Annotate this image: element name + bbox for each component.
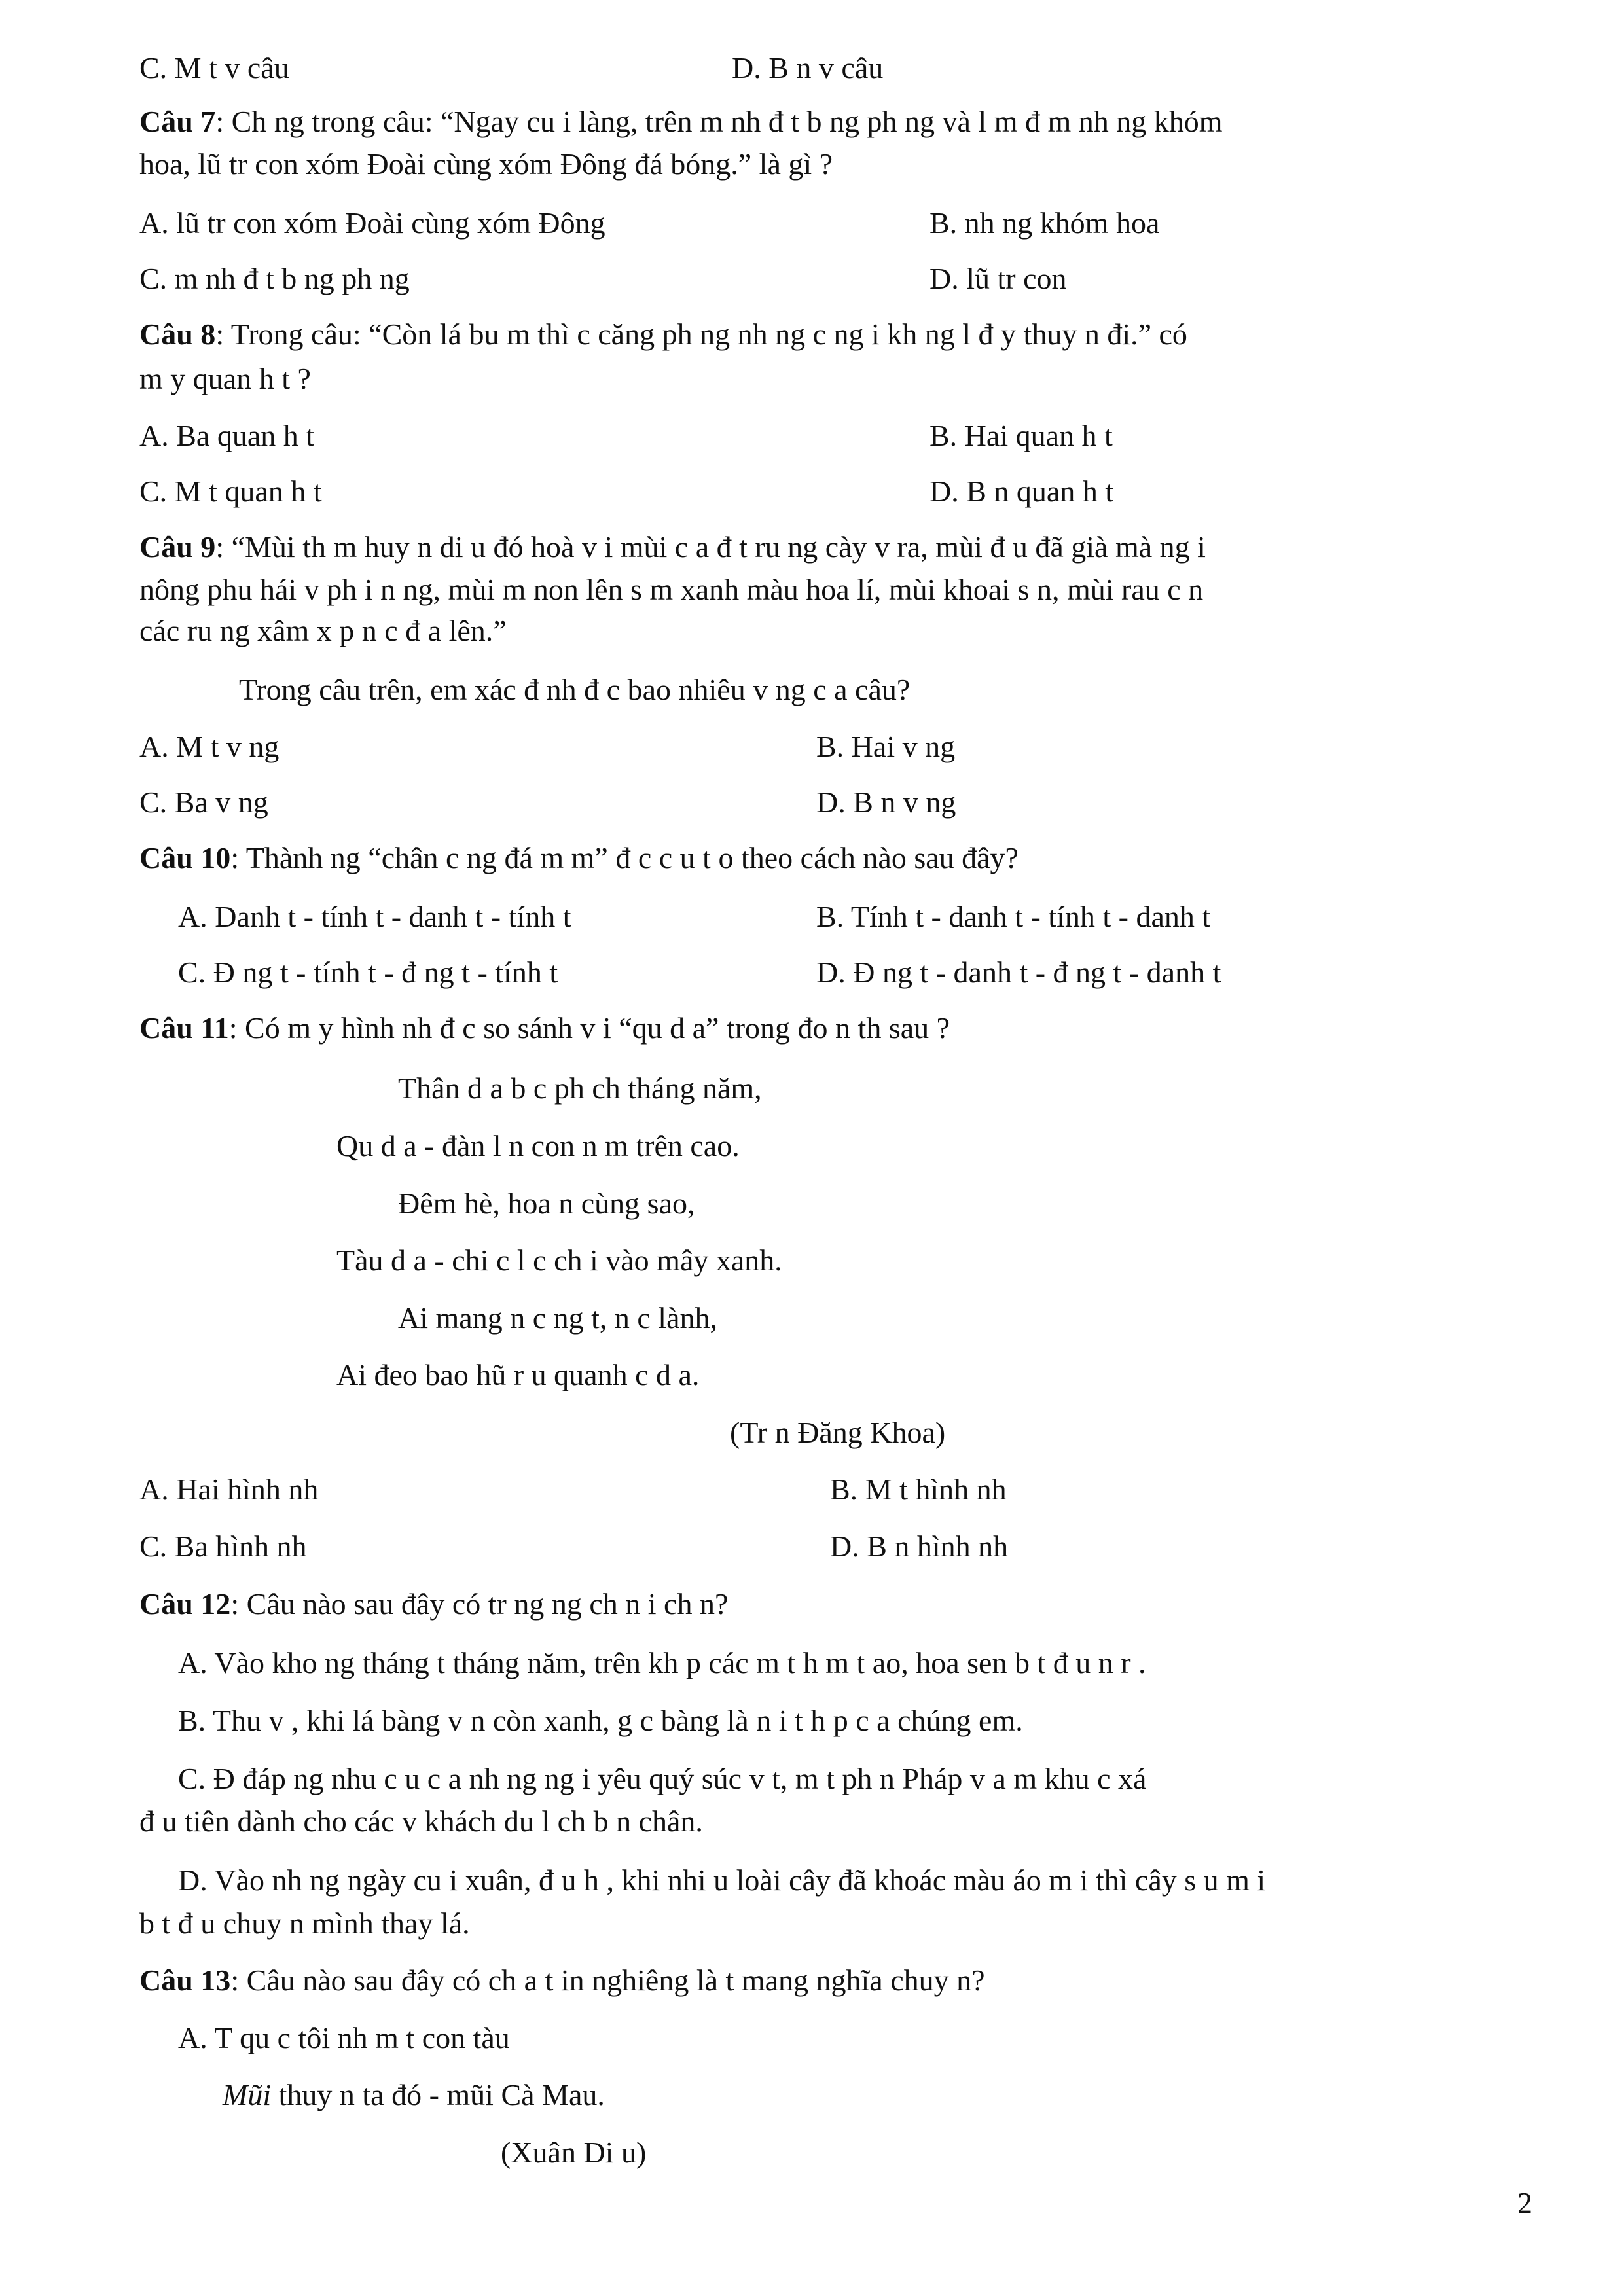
q10-option-d: D. Đ ng t - danh t - đ ng t - danh t: [816, 956, 1221, 989]
q8-line-2: m y quan h t ?: [139, 362, 311, 395]
q13-author: (Xuân Di u): [501, 2136, 647, 2169]
q9-line-1: [139, 530, 1206, 565]
q9-option-a: A. M t v ng: [139, 730, 280, 763]
q10-text: : Thành ng “chân c ng đá m m” đ c c u t o theo cách nào sau đây?: [230, 841, 1019, 874]
page-number: 2: [1517, 2186, 1532, 2219]
q8-option-b: B. Hai quan h t: [929, 419, 1113, 452]
q11-option-d: D. B n hình nh: [830, 1530, 1009, 1563]
q7-label: Câu 7: [139, 105, 216, 138]
q10-option-a: A. Danh t - tính t - danh t - tính t: [178, 900, 571, 933]
q10-line: [139, 841, 1019, 876]
q7-option-b: B. nh ng khóm hoa: [929, 206, 1160, 240]
q8-option-d: D. B n quan h t: [929, 475, 1114, 508]
q13-line: [139, 1964, 985, 1998]
q9-text: : “Mùi th m huy n di u đó hoà v i mùi c a đ t ru ng cày v ra, mùi đ u đã già mà ng i: [215, 530, 1206, 564]
q6-option-c: C. M t v câu: [139, 51, 289, 84]
q13-option-a: A. T qu c tôi nh m t con tàu: [178, 2021, 510, 2054]
q11-poem-line-5: Ai mang n c ng t, n c lành,: [398, 1301, 718, 1335]
q11-poem-line-6: Ai đeo bao hũ r u quanh c d a.: [336, 1358, 700, 1391]
q13-label: Câu 13: [139, 1964, 231, 1997]
q9-option-b: B. Hai v ng: [816, 730, 956, 763]
q9-line-3: các ru ng xâm x p n c đ a lên.”: [139, 614, 507, 647]
q9-option-d: D. B n v ng: [816, 785, 956, 819]
q7-text: : Ch ng trong câu: “Ngay cu i làng, trên m nh đ t b ng ph ng và l m đ m nh ng khóm: [215, 105, 1223, 138]
q12-line: [139, 1587, 728, 1622]
q12-option-c-line-1: C. Đ đáp ng nhu c u c a nh ng ng i yêu quý súc v t, m t ph n Pháp v a m khu c xá: [178, 1762, 1147, 1795]
q11-label: Câu 11: [139, 1011, 229, 1045]
q7-option-d: D. lũ tr con: [929, 262, 1067, 295]
q12-option-d-line-2: b t đ u chuy n mình thay lá.: [139, 1907, 470, 1940]
q9-prompt: Trong câu trên, em xác đ nh đ c bao nhiêu v ng c a câu?: [239, 673, 911, 706]
q8-line-1: [139, 317, 1187, 352]
q9-line-2: nông phu hái v ph i n ng, mùi m non lên s m xanh màu hoa lí, mùi khoai s n, mùi rau c n: [139, 573, 1204, 606]
q11-poem-author: (Tr n Đăng Khoa): [730, 1416, 946, 1449]
q13-verse: [223, 2078, 605, 2113]
q11-poem-line-1: Thân d a b c ph ch tháng năm,: [398, 1071, 762, 1105]
q11-option-a: A. Hai hình nh: [139, 1473, 319, 1506]
q8-text: : Trong câu: “Còn lá bu m thì c căng ph ng nh ng c ng i kh ng l đ y thuy n đi.” có: [215, 317, 1187, 351]
q13-italic-word: Mũi: [223, 2078, 272, 2111]
q12-text: : Câu nào sau đây có tr ng ng ch n i ch n?: [230, 1587, 729, 1621]
q8-option-a: A. Ba quan h t: [139, 419, 315, 452]
q11-text: : Có m y hình nh đ c so sánh v i “qu d a” trong đo n th sau ?: [228, 1011, 950, 1045]
q7-line-1: [139, 105, 1223, 139]
q12-option-b: B. Thu v , khi lá bàng v n còn xanh, g c bàng là n i t h p c a chúng em.: [178, 1704, 1023, 1737]
q11-option-b: B. M t hình nh: [830, 1473, 1007, 1506]
q12-option-c-line-2: đ u tiên dành cho các v khách du l ch b n chân.: [139, 1804, 703, 1838]
q11-poem-line-2: Qu d a - đàn l n con n m trên cao.: [336, 1129, 740, 1162]
q8-option-c: C. M t quan h t: [139, 475, 322, 508]
q11-poem-line-4: Tàu d a - chi c l c ch i vào mây xanh.: [336, 1244, 782, 1277]
q10-option-c: C. Đ ng t - tính t - đ ng t - tính t: [178, 956, 558, 989]
q7-option-c: C. m nh đ t b ng ph ng: [139, 262, 410, 295]
q7-line-2: hoa, lũ tr con xóm Đoài cùng xóm Đông đá bóng.” là gì ?: [139, 147, 833, 181]
q12-option-a: A. Vào kho ng tháng t tháng năm, trên kh p các m t h m t ao, hoa sen b t đ u n r .: [178, 1646, 1146, 1679]
q11-line: [139, 1011, 950, 1046]
q10-label: Câu 10: [139, 841, 231, 874]
q9-label: Câu 9: [139, 530, 216, 564]
q9-option-c: C. Ba v ng: [139, 785, 268, 819]
q7-option-a: A. lũ tr con xóm Đoài cùng xóm Đông: [139, 206, 605, 240]
q6-option-d: D. B n v câu: [732, 51, 884, 84]
q12-label: Câu 12: [139, 1587, 231, 1621]
q12-option-d-line-1: D. Vào nh ng ngày cu i xuân, đ u h , khi nhi u loài cây đã khoác màu áo m i thì cây s u m i: [178, 1863, 1266, 1897]
q8-label: Câu 8: [139, 317, 216, 351]
q11-option-c: C. Ba hình nh: [139, 1530, 307, 1563]
q10-option-b: B. Tính t - danh t - tính t - danh t: [816, 900, 1211, 933]
q11-poem-line-3: Đêm hè, hoa n cùng sao,: [398, 1187, 695, 1220]
q13-text: : Câu nào sau đây có ch a t in nghiêng là t mang nghĩa chuy n?: [230, 1964, 985, 1997]
q13-verse-rest: thuy n ta đó - mũi Cà Mau.: [271, 2078, 605, 2111]
